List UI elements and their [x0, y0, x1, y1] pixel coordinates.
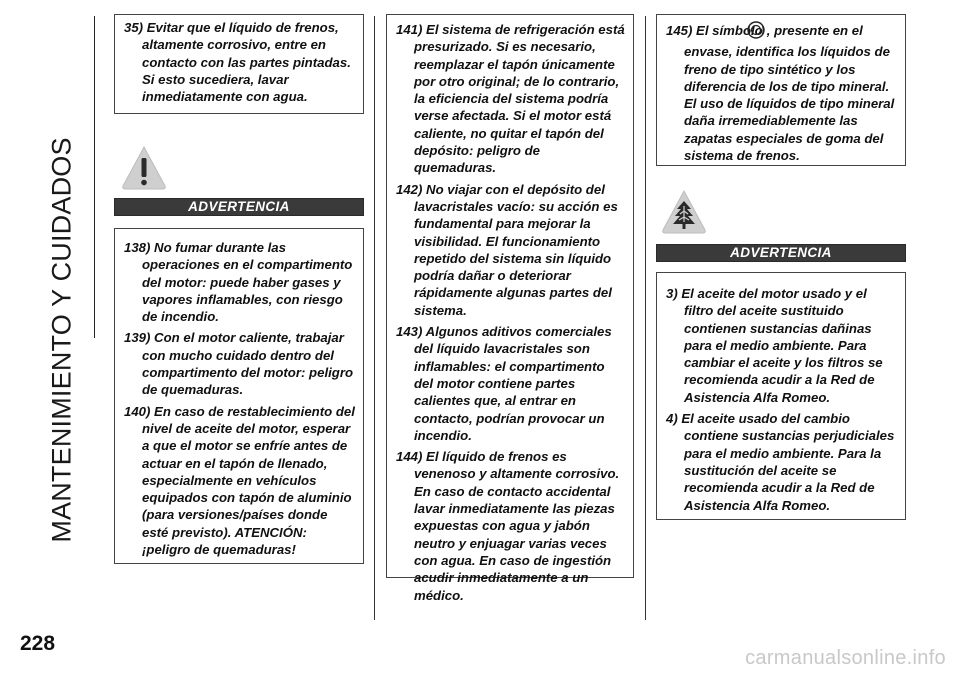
environment-tree-icon — [660, 188, 708, 241]
note-145-before: 145) El símbolo — [666, 23, 763, 38]
warning-item-143: 143) Algunos aditivos comerciales del líquido lavacristales son inflamables: el compartimento del motor contiene partes calientes que, al entrar en contacto, podrían provocar un incendio. — [396, 324, 612, 443]
note-box-145 — [656, 14, 906, 166]
warning-triangle-icon — [120, 144, 168, 197]
warning-item-142: 142) No viajar con el depósito del lavacristales vacío: su acción es fundamental para mejorar la visibilidad. El funcionamiento repetido del sistema sin líquido podría dañar o deteriorar rápidamente algunas partes del sistema. — [396, 181, 618, 318]
warning-box-1 — [114, 228, 364, 564]
warning-item-138: 138) No fumar durante las operaciones en el compartimento del motor: puede haber gases y vapores inflamables, con riesgo de incendio. — [124, 240, 353, 325]
note-box-35 — [114, 14, 364, 114]
warning-header-1: ADVERTENCIA — [114, 198, 364, 216]
environment-item-3: 3) El aceite del motor usado y el filtro del aceite sustituido contienen sustancias dañinas para el medio ambiente. Para cambiar el aceite y los filtros se recomienda acudir a la Red de Asistencia Alfa Romeo. — [666, 286, 883, 405]
warning-box-2 — [386, 14, 634, 603]
section-title: MANTENIMIENTO Y CUIDADOS — [46, 137, 77, 543]
warning-item-141: 141) El sistema de refrigeración está presurizado. Si es necesario, reemplazar el tapón únicamente por otro original; de lo contrario, la eficiencia del sistema podría verse afectada. Si el motor está caliente, no quitar el tapón del depósito: peligro de quemaduras. — [396, 22, 625, 176]
warning-header-2: ADVERTENCIA — [656, 244, 906, 262]
note-item: 35) Evitar que el líquido de frenos, altamente corrosivo, entre en contacto con las partes pintadas. Si esto sucediera, lavar inmediatamente con agua. — [124, 20, 351, 105]
note-145-after: , presente en el envase, identifica los líquidos de freno de tipo sintético y los diferencia de los de tipo mineral. El uso de líquidos de tipo mineral daña irremediablemente las zapatas especiales de goma del sistema de frenos. — [684, 23, 895, 164]
column-separator-2 — [645, 16, 646, 620]
warning-item-144: 144) El líquido de frenos es venenoso y altamente corrosivo. En caso de contacto accidental lavar inmediatamente las piezas expuestas con agua y jabón neutro y enjuagar varias veces con agua. En caso de ingestión acudir inmediatamente a un médico. — [396, 449, 620, 603]
footer-watermark: carmanualsonline.info — [745, 647, 946, 669]
warning-item-139: 139) Con el motor caliente, trabajar con mucho cuidado dentro del compartimento del motor: peligro de quemaduras. — [124, 330, 354, 398]
page-number: 228 — [20, 632, 56, 655]
environment-box — [656, 272, 906, 520]
column-separator-1 — [374, 16, 375, 620]
environment-item-4: 4) El aceite usado del cambio contiene sustancias perjudiciales para el medio ambiente. Para la sustitución del aceite se recomienda acudir a la Red de Asistencia Alfa Romeo. — [666, 411, 895, 513]
side-rule — [94, 16, 95, 338]
warning-item-140: 140) En caso de restablecimiento del nivel de aceite del motor, esperar a que el motor se enfríe antes de actuar en el tapón de llenado, especialmente en vehículos equipados con tapón de aluminio (para versiones/países donde esté previsto). ATENCIÓN: ¡peligro de quemaduras! — [124, 403, 355, 558]
note-item-145 — [666, 21, 897, 164]
